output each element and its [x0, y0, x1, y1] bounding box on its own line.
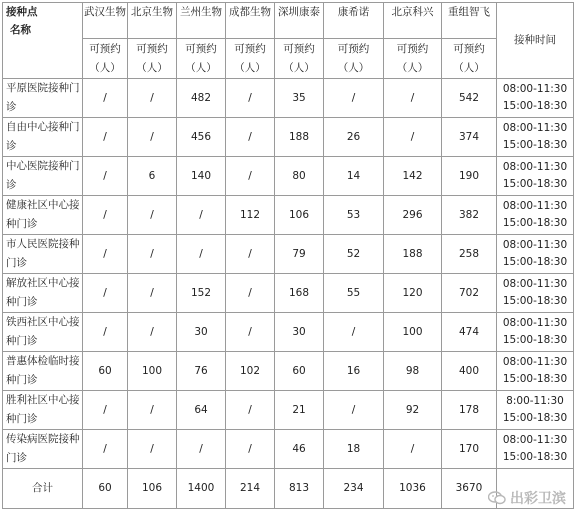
quota-cell: / [83, 313, 128, 352]
time-morning: 08:00-11:30 [502, 200, 568, 212]
time-morning: 08:00-11:30 [502, 356, 568, 368]
quota-cell: / [177, 235, 226, 274]
quota-cell: 120 [384, 274, 442, 313]
site-header-cell [3, 3, 83, 79]
quota-cell: 53 [324, 196, 384, 235]
table-row [3, 352, 574, 391]
quota-cell: / [128, 196, 177, 235]
quota-cell: 456 [177, 118, 226, 157]
quota-cell: 100 [128, 352, 177, 391]
site-header-line2: 名称 [10, 24, 31, 36]
quota-cell: 55 [324, 274, 384, 313]
quota-cell: 92 [384, 391, 442, 430]
quota-cell: / [324, 313, 384, 352]
unit-line1: 可预约 [453, 42, 485, 55]
time-cell [497, 352, 574, 391]
table-row [3, 118, 574, 157]
quota-cell: / [177, 430, 226, 469]
quota-cell: 102 [226, 352, 275, 391]
total-label-cell: 合计 [3, 469, 83, 509]
quota-cell: / [226, 391, 275, 430]
quota-cell: / [83, 79, 128, 118]
unit-header-cell [324, 39, 384, 79]
time-afternoon: 15:00-18:30 [502, 334, 568, 346]
quota-cell: 18 [324, 430, 384, 469]
unit-header-cell [442, 39, 497, 79]
quota-cell: / [83, 274, 128, 313]
quota-cell: / [324, 391, 384, 430]
wechat-bubble-icon [488, 491, 506, 505]
total-value-cell: 234 [324, 469, 384, 509]
unit-header-cell [177, 39, 226, 79]
site-name-cell: 平原医院接种门诊 [3, 79, 83, 118]
total-value-cell: 106 [128, 469, 177, 509]
time-morning: 08:00-11:30 [502, 122, 568, 134]
time-morning: 08:00-11:30 [502, 317, 568, 329]
quota-cell: / [226, 313, 275, 352]
quota-cell: / [226, 235, 275, 274]
quota-cell: 168 [275, 274, 324, 313]
brand-header-cell: 北京科兴 [384, 3, 442, 39]
unit-line2: （人） [396, 61, 429, 74]
quota-cell: 400 [442, 352, 497, 391]
site-name-cell: 解放社区中心接种门诊 [3, 274, 83, 313]
total-value-cell: 1400 [177, 469, 226, 509]
quota-cell: 374 [442, 118, 497, 157]
brand-header-cell: 深圳康泰 [275, 3, 324, 39]
quota-cell: / [128, 235, 177, 274]
quota-cell: / [83, 235, 128, 274]
quota-cell: / [324, 79, 384, 118]
quota-cell: 30 [177, 313, 226, 352]
quota-cell: 14 [324, 157, 384, 196]
time-afternoon: 15:00-18:30 [502, 217, 568, 229]
quota-cell: / [384, 79, 442, 118]
table-row [3, 235, 574, 274]
table-row [3, 391, 574, 430]
unit-header-cell [83, 39, 128, 79]
site-header-line1: 接种点 [6, 6, 38, 18]
quota-cell: 178 [442, 391, 497, 430]
site-name-cell: 铁西社区中心接种门诊 [3, 313, 83, 352]
site-name-cell: 普惠体检临时接种门诊 [3, 352, 83, 391]
time-cell [497, 196, 574, 235]
time-cell [497, 430, 574, 469]
table-row [3, 79, 574, 118]
table-row [3, 313, 574, 352]
quota-cell: / [226, 430, 275, 469]
quota-cell: / [83, 157, 128, 196]
time-afternoon: 15:00-18:30 [502, 178, 568, 190]
time-morning: 08:00-11:30 [502, 278, 568, 290]
quota-cell: 60 [83, 352, 128, 391]
quota-cell: 152 [177, 274, 226, 313]
table-row [3, 430, 574, 469]
unit-line2: （人） [136, 61, 168, 74]
quota-cell: 26 [324, 118, 384, 157]
site-name-cell: 胜利社区中心接种门诊 [3, 391, 83, 430]
quota-cell: 188 [384, 235, 442, 274]
site-name-cell: 自由中心接种门诊 [3, 118, 83, 157]
unit-line2: （人） [453, 61, 485, 74]
quota-cell: 76 [177, 352, 226, 391]
watermark-text: 出彩卫滨 [510, 491, 566, 507]
unit-line1: 可预约 [283, 42, 315, 55]
time-morning: 08:00-11:30 [502, 434, 568, 446]
header-brand-row [3, 3, 574, 39]
unit-header-cell [226, 39, 275, 79]
time-cell [497, 157, 574, 196]
quota-cell: 79 [275, 235, 324, 274]
quota-cell: 60 [275, 352, 324, 391]
time-morning: 08:00-11:30 [502, 239, 568, 251]
time-cell [497, 313, 574, 352]
time-afternoon: 15:00-18:30 [502, 451, 568, 463]
site-name-cell: 健康社区中心接种门诊 [3, 196, 83, 235]
quota-cell: / [83, 118, 128, 157]
unit-line2: （人） [234, 61, 266, 74]
quota-cell: / [83, 391, 128, 430]
brand-header-cell: 康希诺 [324, 3, 384, 39]
total-value-cell: 1036 [384, 469, 442, 509]
quota-cell: 21 [275, 391, 324, 430]
quota-cell: 80 [275, 157, 324, 196]
time-afternoon: 15:00-18:30 [502, 139, 568, 151]
time-cell [497, 118, 574, 157]
unit-line2: （人） [89, 61, 121, 74]
time-morning: 08:00-11:30 [502, 83, 568, 95]
time-morning: 08:00-11:30 [502, 161, 568, 173]
time-cell [497, 391, 574, 430]
unit-header-cell [128, 39, 177, 79]
quota-cell: 52 [324, 235, 384, 274]
table-row [3, 274, 574, 313]
unit-header-cell [275, 39, 324, 79]
header-unit-row [3, 39, 574, 79]
total-value-cell: 813 [275, 469, 324, 509]
site-name-cell: 市人民医院接种门诊 [3, 235, 83, 274]
quota-cell: 16 [324, 352, 384, 391]
quota-cell: / [226, 118, 275, 157]
brand-header-cell: 北京生物 [128, 3, 177, 39]
quota-cell: 190 [442, 157, 497, 196]
total-value-cell: 3670 [442, 469, 497, 509]
quota-cell: / [128, 118, 177, 157]
quota-cell: 474 [442, 313, 497, 352]
unit-line2: （人） [283, 61, 315, 74]
table-row [3, 157, 574, 196]
quota-cell: / [128, 313, 177, 352]
quota-cell: 100 [384, 313, 442, 352]
unit-line1: 可预约 [136, 42, 168, 55]
time-afternoon: 15:00-18:30 [502, 256, 568, 268]
quota-cell: 98 [384, 352, 442, 391]
time-header-cell: 接种时间 [497, 3, 574, 79]
quota-cell: 106 [275, 196, 324, 235]
quota-cell: / [177, 196, 226, 235]
quota-cell: 142 [384, 157, 442, 196]
quota-cell: / [128, 79, 177, 118]
quota-cell: / [384, 118, 442, 157]
unit-line1: 可预约 [337, 42, 370, 55]
brand-header-cell: 成都生物 [226, 3, 275, 39]
unit-header-cell [384, 39, 442, 79]
unit-line1: 可预约 [234, 42, 266, 55]
quota-cell: 64 [177, 391, 226, 430]
time-afternoon: 15:00-18:30 [502, 295, 568, 307]
quota-cell: / [226, 79, 275, 118]
quota-cell: / [83, 430, 128, 469]
brand-header-cell: 重组智飞 [442, 3, 497, 39]
time-afternoon: 15:00-18:30 [502, 412, 568, 424]
time-afternoon: 15:00-18:30 [502, 100, 568, 112]
unit-line1: 可预约 [89, 42, 121, 55]
time-cell [497, 79, 574, 118]
quota-cell: / [226, 274, 275, 313]
quota-cell: 482 [177, 79, 226, 118]
quota-cell: 258 [442, 235, 497, 274]
total-value-cell: 214 [226, 469, 275, 509]
quota-cell: / [128, 430, 177, 469]
site-name-cell: 中心医院接种门诊 [3, 157, 83, 196]
unit-line2: （人） [337, 61, 370, 74]
quota-cell: 702 [442, 274, 497, 313]
quota-cell: 296 [384, 196, 442, 235]
quota-cell: 30 [275, 313, 324, 352]
unit-line1: 可预约 [396, 42, 429, 55]
time-morning: 8:00-11:30 [506, 395, 564, 407]
quota-cell: / [226, 157, 275, 196]
quota-cell: 112 [226, 196, 275, 235]
quota-cell: 382 [442, 196, 497, 235]
quota-cell: 46 [275, 430, 324, 469]
brand-header-cell: 兰州生物 [177, 3, 226, 39]
time-cell [497, 274, 574, 313]
vaccine-availability-table [2, 2, 574, 509]
unit-line1: 可预约 [185, 42, 217, 55]
quota-cell: 140 [177, 157, 226, 196]
quota-cell: / [83, 196, 128, 235]
brand-header-cell: 武汉生物 [83, 3, 128, 39]
time-cell [497, 235, 574, 274]
quota-cell: / [128, 391, 177, 430]
quota-cell: 188 [275, 118, 324, 157]
quota-cell: 170 [442, 430, 497, 469]
unit-line2: （人） [185, 61, 217, 74]
quota-cell: 35 [275, 79, 324, 118]
quota-cell: 542 [442, 79, 497, 118]
quota-cell: 6 [128, 157, 177, 196]
table-row [3, 196, 574, 235]
quota-cell: / [384, 430, 442, 469]
site-name-cell: 传染病医院接种门诊 [3, 430, 83, 469]
quota-cell: / [128, 274, 177, 313]
time-afternoon: 15:00-18:30 [502, 373, 568, 385]
watermark [488, 488, 566, 508]
total-value-cell: 60 [83, 469, 128, 509]
